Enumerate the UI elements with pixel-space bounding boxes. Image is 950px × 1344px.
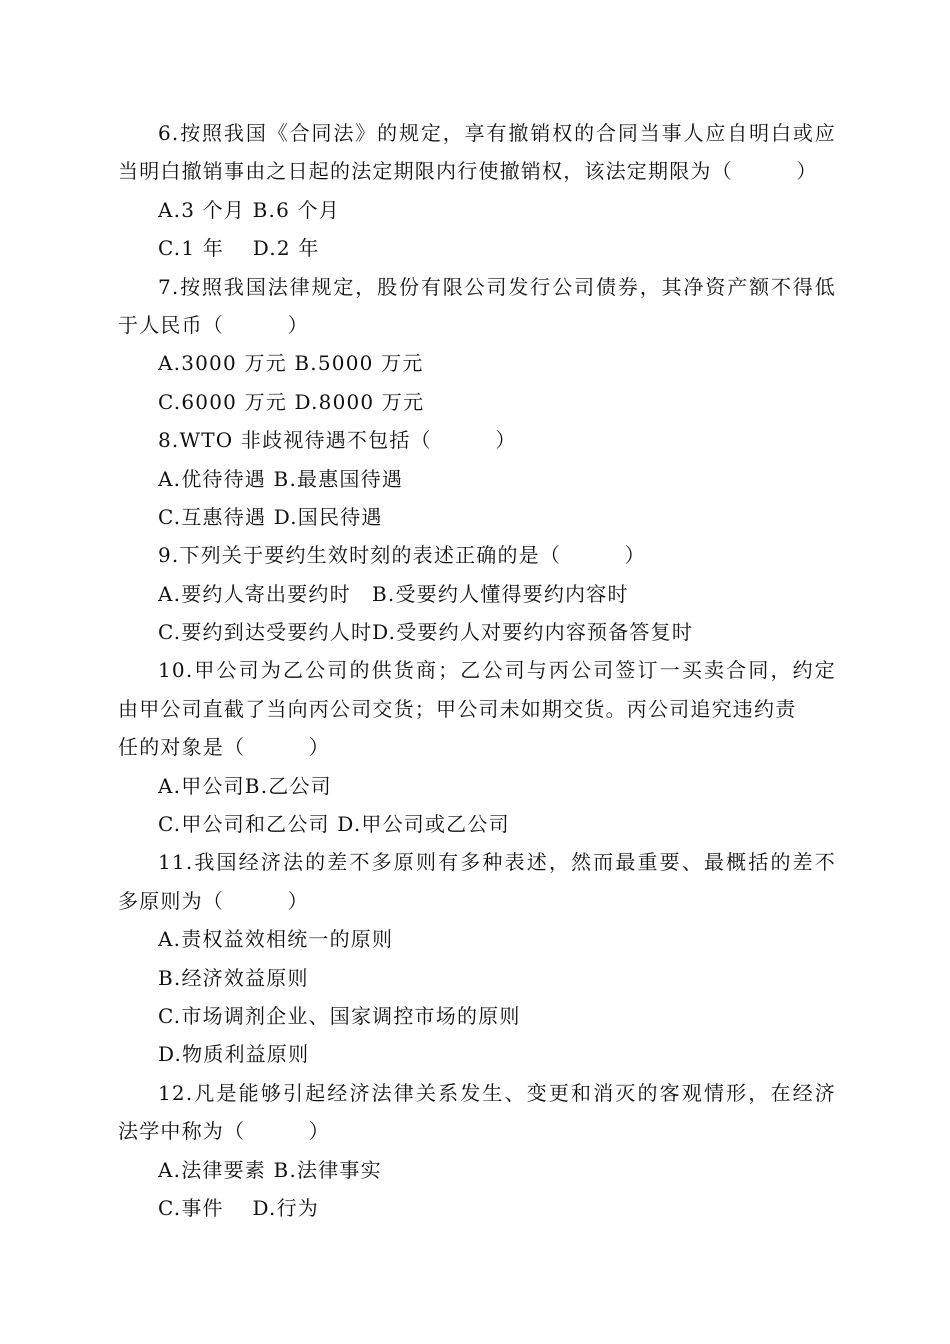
answer-option: A.要约人寄出要约时 B.受要约人懂得要约内容时 [158, 581, 629, 606]
answer-option: D.物质利益原则 [158, 1042, 310, 1067]
answer-option: C.互惠待遇 D.国民待遇 [158, 504, 383, 529]
answer-option: A.优待待遇 B.最惠国待遇 [158, 466, 404, 491]
question-12 [118, 1074, 836, 1228]
answer-option: A.3000 万元 B.5000 万元 [158, 351, 424, 376]
question-text-line: 任的对象是（ ） [118, 735, 330, 760]
question-7 [118, 268, 836, 422]
question-text-line: 11.我国经济法的差不多原则有多种表述，然而最重要、最概括的差不 [158, 850, 836, 875]
question-text-line: 法学中称为（ ） [118, 1119, 330, 1144]
question-text-line: 10.甲公司为乙公司的供货商；乙公司与丙公司签订一买卖合同，约定 [158, 658, 836, 683]
question-text-line: 7.按照我国法律规定，股份有限公司发行公司债券，其净资产额不得低 [158, 274, 836, 299]
question-8 [118, 421, 836, 536]
answer-option: C.要约到达受要约人时D.受要约人对要约内容预备答复时 [158, 620, 694, 645]
question-text-line: 于人民币（ ） [118, 312, 309, 337]
answer-option: C.事件 D.行为 [158, 1195, 319, 1220]
question-10 [118, 651, 836, 843]
question-text-line: 8.WTO 非歧视待遇不包括（ ） [158, 428, 517, 453]
question-6 [118, 114, 836, 268]
answer-option: A.法律要素 B.法律事实 [158, 1157, 382, 1182]
answer-option: C.1 年 D.2 年 [158, 236, 320, 261]
question-11 [118, 843, 836, 1073]
answer-option: A.责权益效相统一的原则 [158, 927, 394, 952]
question-text-line: 多原则为（ ） [118, 888, 309, 913]
question-text-line: 当明白撤销事由之日起的法定期限内行使撤销权，该法定期限为（ ） [118, 159, 818, 184]
answer-option: A.甲公司B.乙公司 [158, 773, 332, 798]
answer-option: C.甲公司和乙公司 D.甲公司或乙公司 [158, 812, 510, 837]
question-text-line: 9.下列关于要约生效时刻的表述正确的是（ ） [158, 543, 646, 568]
question-list [118, 114, 836, 1227]
question-text-line: 6.按照我国《合同法》的规定，享有撤销权的合同当事人应自明白或应 [158, 121, 836, 145]
answer-option: C.6000 万元 D.8000 万元 [158, 389, 425, 414]
question-9 [118, 536, 836, 651]
answer-option: C.市场调剂企业、国家调控市场的原则 [158, 1003, 521, 1028]
answer-option: B.经济效益原则 [158, 965, 309, 990]
question-text-line: 由甲公司直截了当向丙公司交货；甲公司未如期交货。丙公司追究违约责 [118, 696, 797, 721]
question-text-line: 12.凡是能够引起经济法律关系发生、变更和消灭的客观情形，在经济 [158, 1080, 836, 1105]
answer-option: A.3 个月 B.6 个月 [158, 197, 340, 222]
